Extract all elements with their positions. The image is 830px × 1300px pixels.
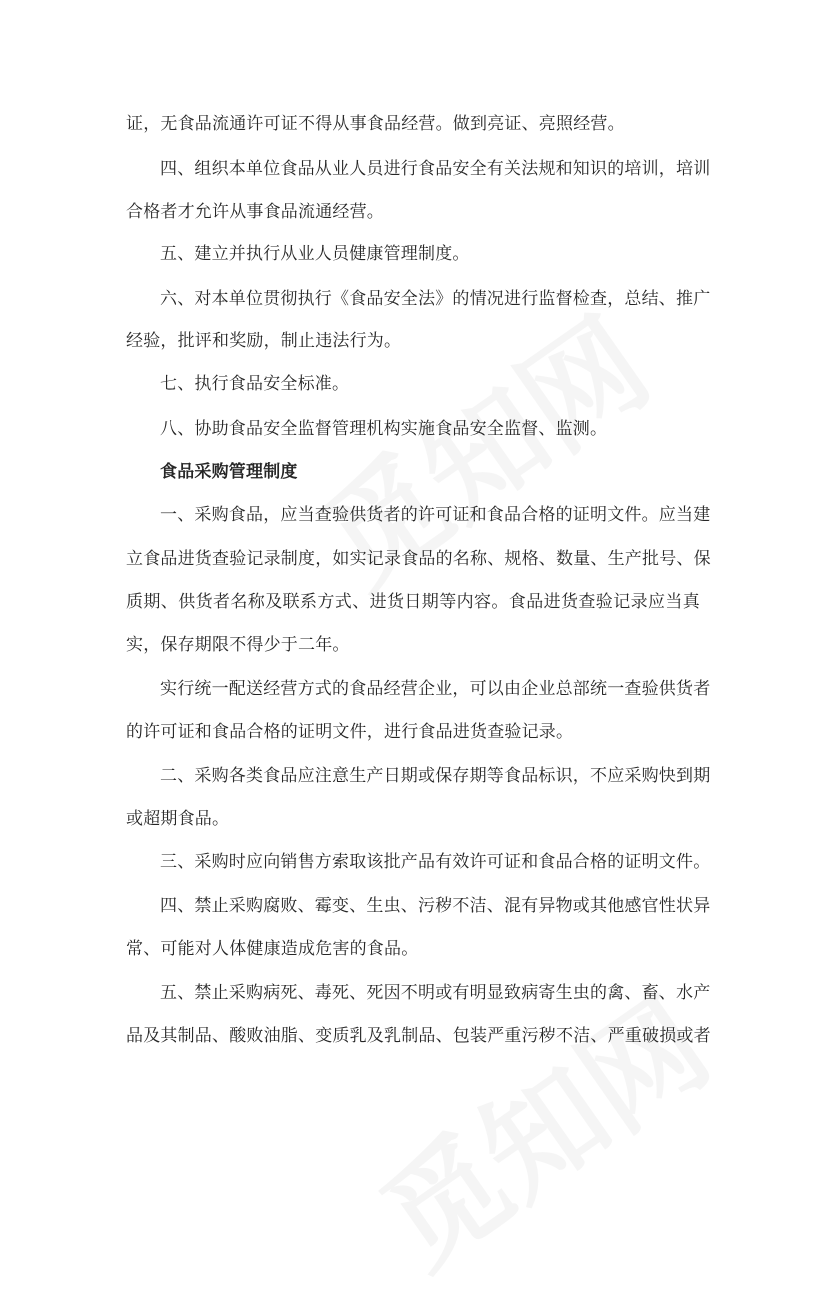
paragraph-line: 四、组织本单位食品从业人员进行食品安全有关法规和知识的培训，培训 bbox=[160, 159, 711, 179]
paragraph-line: 合格者才允许从事食品流通经营。 bbox=[126, 202, 384, 222]
section-heading: 食品采购管理制度 bbox=[160, 462, 298, 482]
paragraph-line: 经验，批评和奖励，制止违法行为。 bbox=[126, 331, 402, 351]
paragraph-line: 的许可证和食品合格的证明文件，进行食品进货查验记录。 bbox=[126, 722, 574, 742]
paragraph-line: 八、协助食品安全监督管理机构实施食品安全监督、监测。 bbox=[160, 419, 608, 439]
paragraph-line: 证，无食品流通许可证不得从事食品经营。做到亮证、亮照经营。 bbox=[126, 114, 625, 134]
paragraph-line: 五、建立并执行从业人员健康管理制度。 bbox=[160, 244, 470, 264]
paragraph-line: 品及其制品、酸败油脂、变质乳及乳制品、包装严重污秽不洁、严重破损或者 bbox=[126, 1026, 711, 1046]
paragraph-line: 常、可能对人体健康造成危害的食品。 bbox=[126, 939, 419, 959]
paragraph-line: 实，保存期限不得少于二年。 bbox=[126, 635, 350, 655]
paragraph-line: 质期、供货者名称及联系方式、进货日期等内容。食品进货查验记录应当真 bbox=[126, 592, 700, 612]
paragraph-line: 一、采购食品，应当查验供货者的许可证和食品合格的证明文件。应当建 bbox=[160, 505, 711, 525]
paragraph-line: 二、采购各类食品应注意生产日期或保存期等食品标识，不应采购快到期 bbox=[160, 766, 711, 786]
paragraph-line: 四、禁止采购腐败、霉变、生虫、污秽不洁、混有异物或其他感官性状异 bbox=[160, 896, 711, 916]
paragraph-line: 五、禁止采购病死、毒死、死因不明或有明显致病寄生虫的禽、畜、水产 bbox=[160, 983, 711, 1003]
paragraph-line: 六、对本单位贯彻执行《食品安全法》的情况进行监督检查，总结、推广 bbox=[160, 289, 711, 309]
paragraph-line: 立食品进货查验记录制度，如实记录食品的名称、规格、数量、生产批号、保 bbox=[126, 549, 711, 569]
paragraph-line: 或超期食品。 bbox=[126, 809, 230, 829]
paragraph-line: 七、执行食品安全标准。 bbox=[160, 374, 350, 394]
paragraph-line: 三、采购时应向销售方索取该批产品有效许可证和食品合格的证明文件。 bbox=[160, 852, 711, 872]
paragraph-line: 实行统一配送经营方式的食品经营企业，可以由企业总部统一查验供货者 bbox=[160, 679, 711, 699]
